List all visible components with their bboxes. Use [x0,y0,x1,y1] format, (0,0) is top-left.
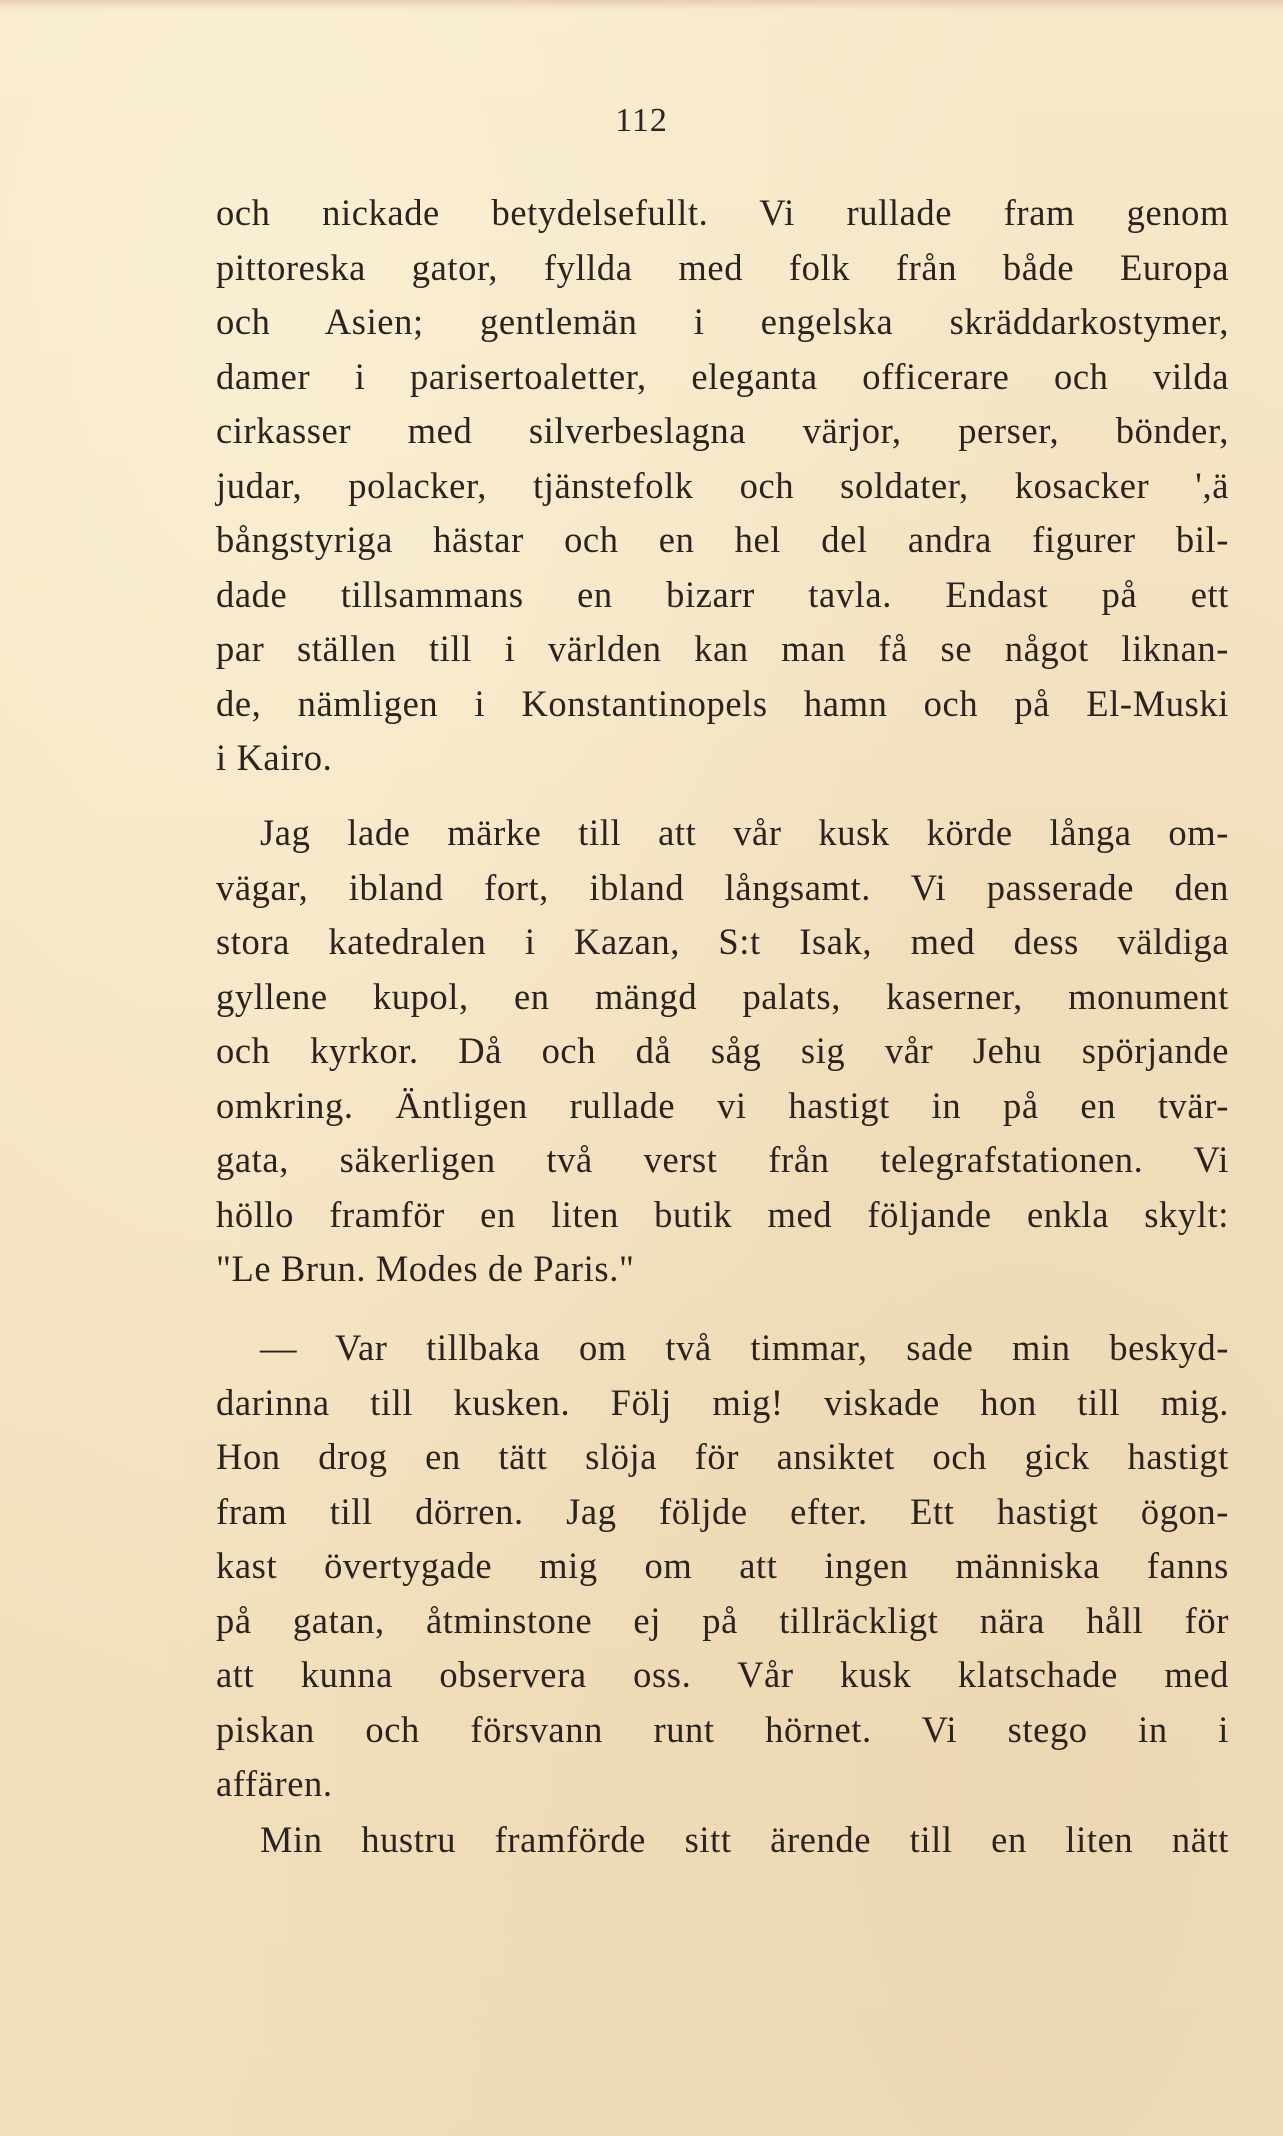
text-line: damer i parisertoaletter, eleganta officerare och vilda [216,355,1229,397]
text-line: bångstyriga hästar och en hel del andra figurer bil- [216,519,1229,560]
paragraph-3 [216,1321,1229,1812]
text-line: och Asien; gentlemän i engelska skräddarkostymer, [216,301,1229,342]
text-line: fram till dörren. Jag följde efter. Ett hastigt ögon- [216,1490,1229,1532]
text-line: affären. [216,1763,333,1804]
text-line: piskan och försvann runt hörnet. Vi stego in i [216,1708,1229,1750]
text-line: gyllene kupol, en mängd palats, kaserner, monument [216,975,1229,1017]
paragraph-2 [216,806,1229,1297]
text-line: i Kairo. [216,737,333,778]
page-edge-shadow [0,0,1283,10]
page-number: 112 [615,102,668,139]
paragraph-4 [216,1813,1229,1868]
text-line: gata, säkerligen två verst från telegrafstationen. Vi [216,1139,1229,1180]
text-line: "Le Brun. Modes de Paris." [216,1248,635,1289]
text-line: på gatan, åtminstone ej på tillräckligt nära håll för [216,1599,1229,1641]
text-line: de, nämligen i Konstantinopels hamn och på El-Muski [216,682,1229,724]
text-line: vägar, ibland fort, ibland långsamt. Vi passerade den [216,866,1229,908]
text-line: stora katedralen i Kazan, S:t Isak, med dess väldiga [216,921,1229,962]
text-line: cirkasser med silverbeslagna värjor, perser, bönder, [216,410,1229,451]
text-line: Hon drog en tätt slöja för ansiktet och gick hastigt [216,1436,1229,1477]
paragraph-1 [216,186,1229,786]
text-line: och kyrkor. Då och då såg sig vår Jehu spörjande [216,1030,1229,1071]
text-line: att kunna observera oss. Vår kusk klatschade med [216,1654,1229,1695]
text-line: — Var tillbaka om två timmar, sade min beskyd- [260,1327,1229,1368]
text-line: Jag lade märke till att vår kusk körde långa om- [260,812,1229,853]
text-line: pittoreska gator, fyllda med folk från både Europa [216,246,1229,288]
text-line: par ställen till i världen kan man få se något liknan- [216,628,1229,669]
text-line: Min hustru framförde sitt ärende till en liten nätt [260,1819,1229,1860]
text-line: kast övertygade mig om att ingen människa fanns [216,1545,1229,1586]
text-line: dade tillsammans en bizarr tavla. Endast på ett [216,573,1229,615]
text-line: omkring. Äntligen rullade vi hastigt in på en tvär- [216,1084,1229,1126]
text-line: höllo framför en liten butik med följande enkla skylt: [216,1193,1229,1235]
text-line: darinna till kusken. Följ mig! viskade hon till mig. [216,1381,1229,1423]
text-line: och nickade betydelsefullt. Vi rullade fram genom [216,192,1229,233]
text-line: judar, polacker, tjänstefolk och soldater, kosacker ',ä [216,464,1229,506]
